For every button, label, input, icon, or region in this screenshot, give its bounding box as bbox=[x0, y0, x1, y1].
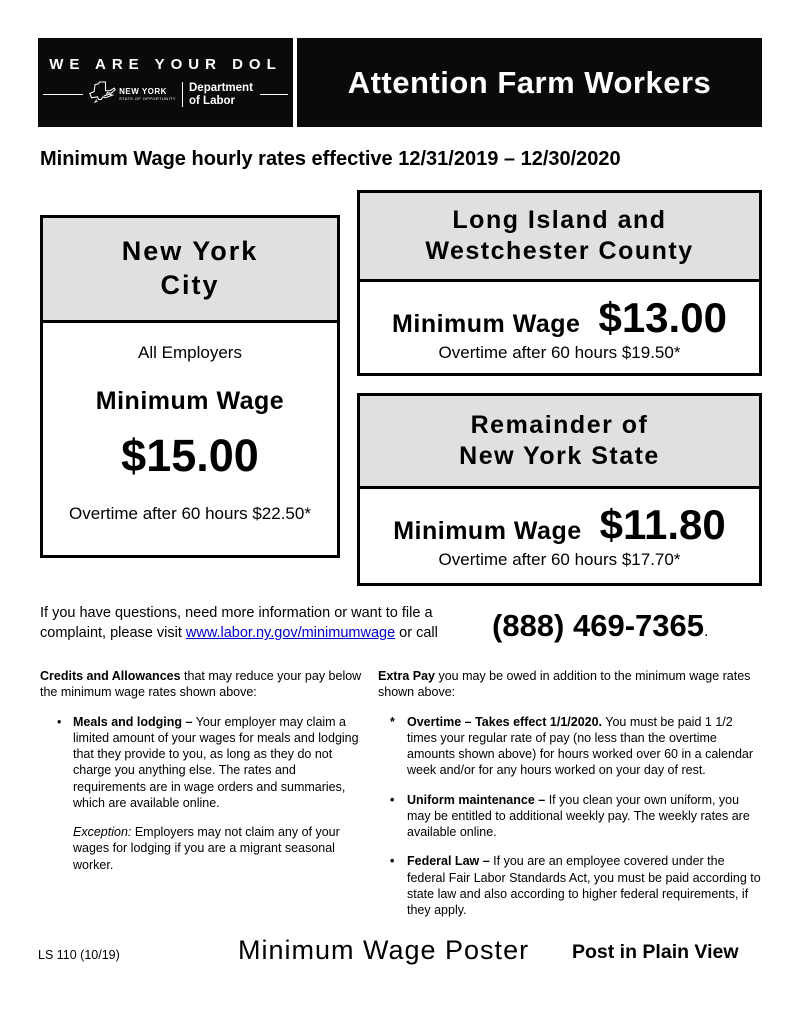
federal-law-bullet bbox=[378, 853, 764, 918]
uniform-text: Uniform maintenance – If you clean your own uniform, you may be entitled to additional weekly pay. The weekly rates are available online. bbox=[407, 792, 750, 839]
minimum-wage-link[interactable]: www.labor.ny.gov/minimumwage bbox=[185, 625, 396, 642]
nyc-title-line2: City bbox=[160, 270, 220, 300]
long-island-wage-row bbox=[360, 294, 759, 342]
bullet-dot-icon: • bbox=[57, 714, 62, 729]
bullet-dot-icon: • bbox=[390, 854, 395, 869]
nyc-title-line1: New York bbox=[121, 236, 259, 267]
overtime-bullet bbox=[378, 714, 764, 779]
logo-rule-left bbox=[43, 94, 83, 95]
credits-column bbox=[40, 668, 370, 873]
contact-line2: complaint, please visit www.labor.ny.gov/minimumwage or call bbox=[40, 625, 438, 642]
contact-line1: If you have questions, need more information or want to file a bbox=[40, 605, 433, 621]
nyc-overtime-note: Overtime after 60 hours $22.50* bbox=[69, 504, 311, 523]
asterisk-marker-icon: * bbox=[390, 714, 395, 729]
ny-state-outline-icon bbox=[88, 80, 116, 110]
ny-logo-name: NEW YORK bbox=[119, 87, 167, 96]
long-island-wage-box bbox=[357, 190, 762, 376]
remainder-wage-box bbox=[357, 393, 762, 586]
ny-logo-tagline: STATE OF OPPORTUNITY bbox=[119, 96, 176, 101]
meals-lodging-text: Meals and lodging – Your employer may claim a limited amount of your wages for meals and lodging that they provide to you, as long as they do not charge you anything else. The rates and requirements are in wage orders and summaries, which are available online. bbox=[73, 714, 359, 810]
overtime-text: Overtime – Takes effect 1/1/2020. You must be paid 1 1/2 times your regular rate of pay (no less than the overtime amounts shown above) for hours worked over 60 in a calendar week and/or for any hours worked on your day of rest. bbox=[407, 714, 754, 778]
phone-number: (888) 469-7365. bbox=[492, 608, 709, 643]
extra-pay-heading: Extra Pay you may be owed in addition to the minimum wage rates shown above: bbox=[378, 669, 751, 700]
long-island-wage-amount: $13.00 bbox=[598, 294, 727, 341]
long-island-box-header bbox=[360, 193, 759, 282]
logo-rule-right bbox=[260, 94, 288, 95]
contact-section bbox=[40, 603, 764, 644]
federal-law-text: Federal Law – If you are an employee covered under the federal Fair Labor Standards Act, you must be paid according to state law and also according to higher federal requirements, if they apply. bbox=[407, 854, 761, 917]
remainder-wage-label: Minimum Wage bbox=[393, 517, 582, 545]
exception-note: Exception: Employers may not claim any of your wages for lodging if you are a migrant seasonal worker. bbox=[73, 825, 340, 872]
post-instruction: Post in Plain View bbox=[572, 941, 739, 963]
bullet-dot-icon: • bbox=[390, 792, 395, 807]
remainder-box-header bbox=[360, 396, 759, 489]
credits-heading: Credits and Allowances that may reduce your pay below the minimum wage rates shown above: bbox=[40, 669, 362, 700]
long-island-overtime-note: Overtime after 60 hours $19.50* bbox=[438, 343, 681, 362]
remainder-wage-amount: $11.80 bbox=[599, 501, 726, 548]
extra-pay-column bbox=[378, 668, 764, 918]
contact-text bbox=[40, 603, 492, 644]
long-island-wage-label: Minimum Wage bbox=[392, 310, 581, 338]
logo-divider bbox=[182, 82, 183, 107]
remainder-wage-row bbox=[360, 501, 759, 549]
banner-title-block bbox=[297, 38, 762, 127]
top-banner bbox=[38, 38, 762, 127]
nyc-subtitle: All Employers bbox=[138, 343, 242, 362]
dol-tagline: WE ARE YOUR DOL bbox=[49, 55, 282, 73]
nyc-wage-box bbox=[40, 215, 340, 558]
long-island-title-line1: Long Island and bbox=[452, 205, 667, 234]
poster-title: Minimum Wage Poster bbox=[238, 935, 530, 965]
nyc-wage-amount: $15.00 bbox=[121, 430, 259, 481]
meals-lodging-bullet bbox=[40, 714, 370, 812]
form-number: LS 110 (10/19) bbox=[38, 948, 120, 962]
long-island-title-line2: Westchester County bbox=[425, 237, 694, 265]
uniform-bullet bbox=[378, 792, 764, 841]
remainder-title-line2: New York State bbox=[459, 442, 660, 470]
nyc-box-header bbox=[43, 218, 337, 323]
remainder-overtime-note: Overtime after 60 hours $17.70* bbox=[438, 550, 681, 569]
dol-logo-row bbox=[43, 80, 288, 110]
effective-dates-headline: Minimum Wage hourly rates effective 12/31/2019 – 12/30/2020 bbox=[40, 148, 621, 170]
department-of-labor-label: Department of Labor bbox=[189, 82, 253, 107]
poster-audience-title: Attention Farm Workers bbox=[347, 64, 712, 100]
remainder-title-line1: Remainder of bbox=[470, 410, 649, 439]
phone-period: . bbox=[704, 623, 709, 640]
ny-logo-text bbox=[119, 88, 176, 101]
nyc-wage-label: Minimum Wage bbox=[95, 387, 285, 415]
dol-brand-block bbox=[38, 38, 293, 127]
